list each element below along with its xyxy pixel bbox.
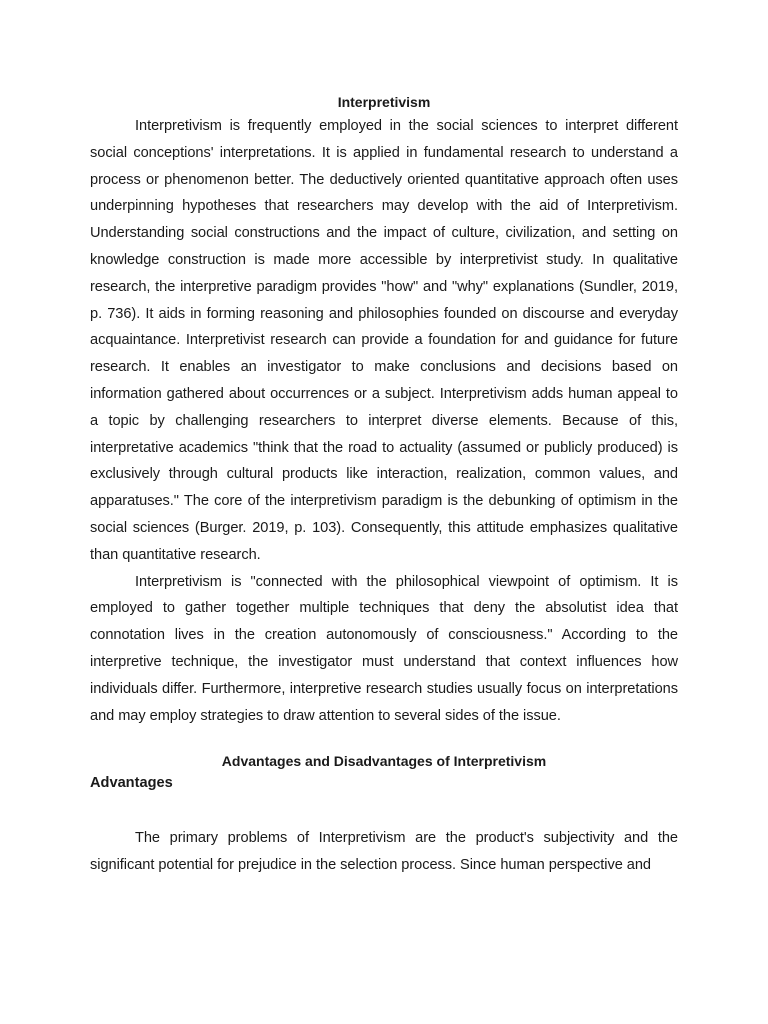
document-title: Interpretivism: [337, 94, 431, 110]
section-paragraph-1: The primary problems of Interpretivism are the product's subjectivity and the significant potential for prejudice in the selection process. Since human perspective and: [90, 830, 678, 874]
body-paragraph-1: Interpretivism is frequently employed in the social sciences to interpret different social conceptions' interpretations. It is applied in fundamental research to understand a process or phenomenon better. The deductively oriented quantitative approach often uses underpinning hypotheses that researchers may develop with the aid of Interpretivism. Understanding social constructions and the impact of culture, civilization, and setting on knowledge construction is made more accessible by interpretivist study. In qualitative research, the interpretive paradigm provides "how" and "why" explanations (Sundler, 2019, p. 736). It aids in forming reasoning and philosophies founded on discourse and everyday acquaintance. Interpretivist research can provide a foundation for and guidance for future research. It enables an investigator to make conclusions and decisions based on information gathered about occurrences or a subject. Interpretivism adds human appeal to a topic by challenging researchers to interpret diverse elements. Because of this, interpretative academics "think that the road to actuality (assumed or publicly produced) is exclusively through cultural products like interaction, realization, common values, and apparatuses." The core of the interpretivism paradigm is the debunking of optimism in the social sciences (Burger. 2019, p. 103). Consequently, this attitude emphasizes qualitative than quantitative research.: [90, 118, 678, 563]
subsection-title: Advantages: [90, 775, 173, 792]
body-paragraph-2: Interpretivism is "connected with the philosophical viewpoint of optimism. It is employed to gather together multiple techniques that deny the absolutist idea that connotation lives in the creation autonomously of consciousness." According to the interpretive technique, the investigator must understand that context influences how individuals differ. Furthermore, interpretive research studies usually focus on interpretations and may employ strategies to draw attention to several sides of the issue.: [90, 573, 678, 724]
section-title: Advantages and Disadvantages of Interpretivism: [221, 753, 547, 770]
